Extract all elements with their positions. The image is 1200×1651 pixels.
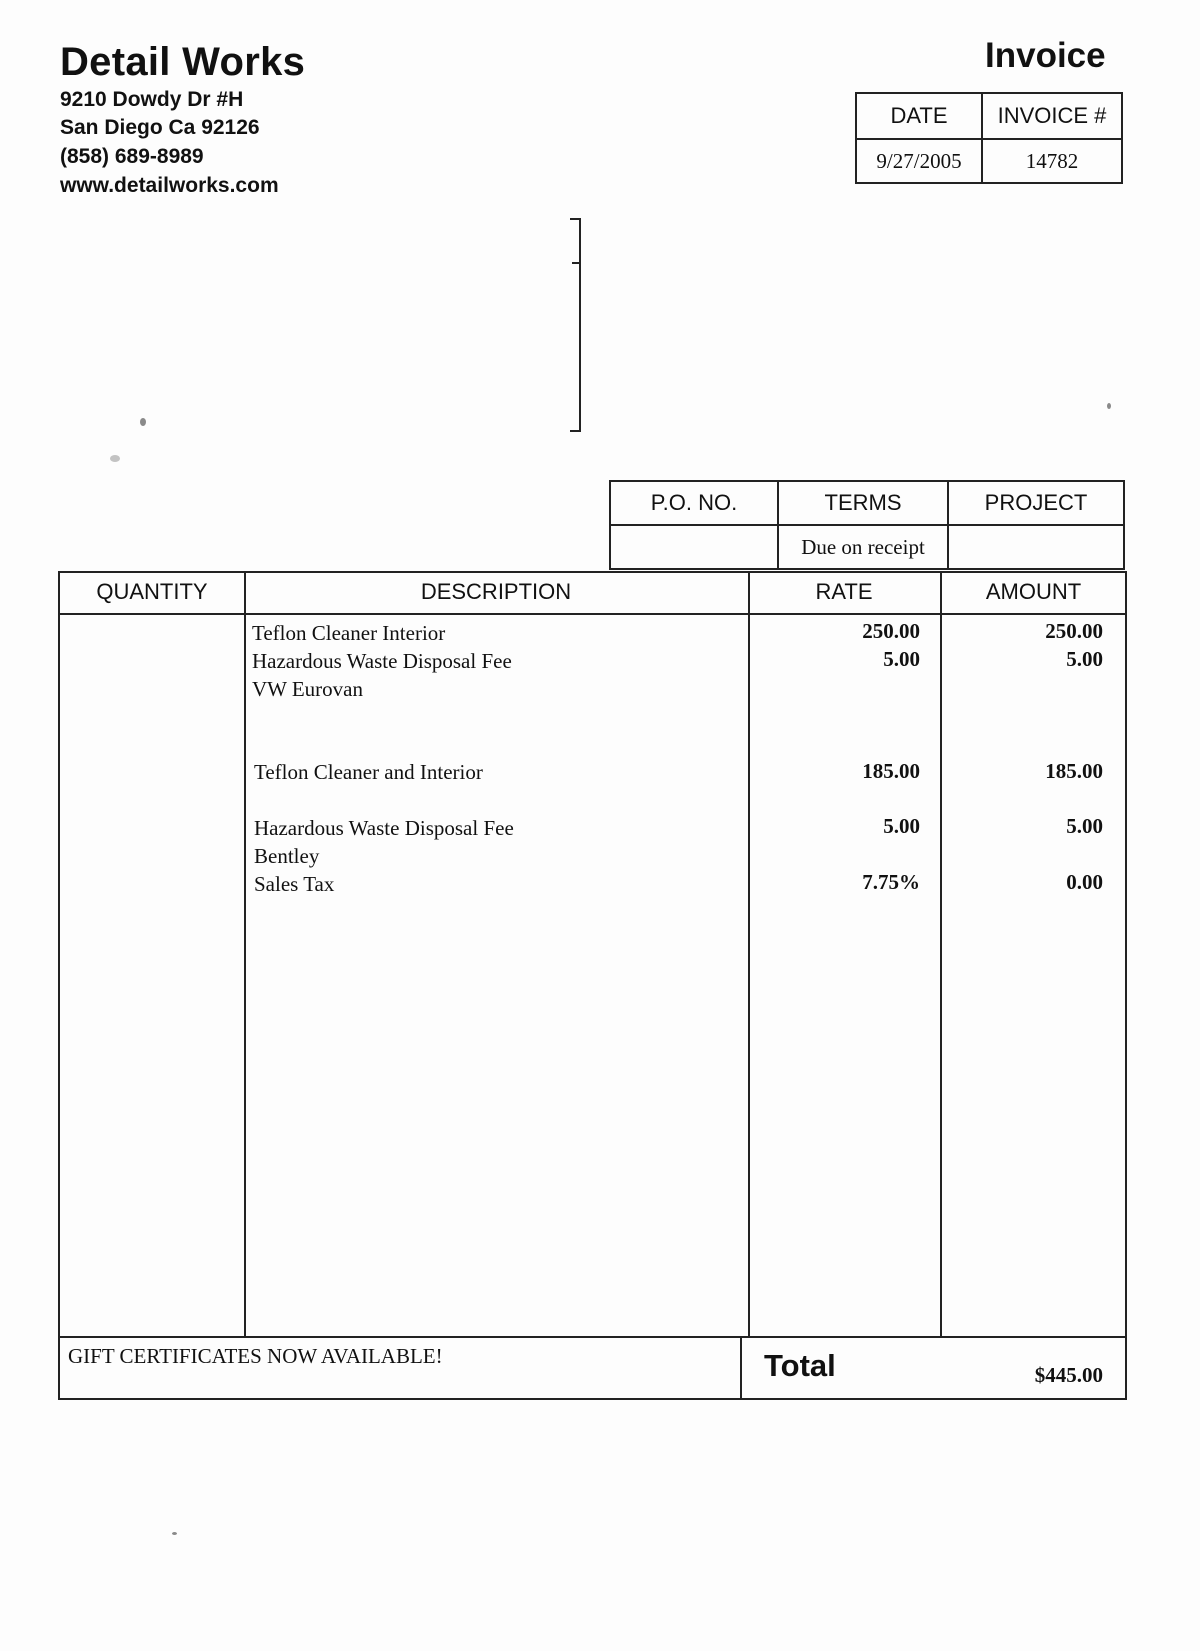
line-item-description: Bentley [254, 844, 320, 868]
po-number-label: P.O. NO. [610, 481, 778, 525]
invoice-number: 14782 [982, 139, 1122, 183]
line-item-rate: 250.00 [862, 619, 920, 643]
scan-speck [110, 455, 120, 462]
bill-to-bracket-tick [572, 262, 580, 264]
description-column-divider [748, 573, 750, 1336]
invoice-number-label: INVOICE # [982, 93, 1122, 139]
gift-certificates-message: GIFT CERTIFICATES NOW AVAILABLE! [68, 1344, 443, 1368]
date-invoice-box [855, 92, 1123, 184]
scan-speck [1107, 403, 1111, 409]
line-item-description: Hazardous Waste Disposal Fee [252, 649, 512, 673]
line-item-amount: 250.00 [1045, 619, 1103, 643]
line-item-rate: 7.75% [862, 870, 920, 894]
invoice-date: 9/27/2005 [856, 139, 982, 183]
company-website: www.detailworks.com [60, 174, 279, 197]
project-value [948, 525, 1124, 569]
line-item-amount: 185.00 [1045, 759, 1103, 783]
date-label: DATE [856, 93, 982, 139]
rate-header: RATE [815, 579, 873, 604]
line-item-rate: 5.00 [883, 814, 920, 838]
po-number-value [610, 525, 778, 569]
company-address-line-1: 9210 Dowdy Dr #H [60, 88, 244, 111]
project-label: PROJECT [948, 481, 1124, 525]
total-label: Total [764, 1348, 836, 1383]
footer-column-divider [740, 1336, 742, 1400]
amount-header: AMOUNT [985, 579, 1082, 604]
line-item-amount: 0.00 [1066, 870, 1103, 894]
terms-label: TERMS [778, 481, 948, 525]
company-phone: (858) 689-8989 [60, 145, 204, 168]
document-title: Invoice [985, 36, 1106, 75]
line-items-table [58, 571, 1127, 1400]
order-info-box [609, 480, 1125, 570]
line-item-description: Teflon Cleaner Interior [252, 621, 446, 645]
quantity-header: QUANTITY [96, 579, 208, 604]
line-item-rate: 185.00 [862, 759, 920, 783]
line-item-rate: 5.00 [883, 647, 920, 671]
line-item-description: Hazardous Waste Disposal Fee [254, 816, 514, 840]
line-item-description: Sales Tax [254, 872, 335, 896]
scan-speck [140, 418, 146, 426]
line-item-description: Teflon Cleaner and Interior [254, 760, 483, 784]
scan-speck [172, 1532, 177, 1535]
description-header: DESCRIPTION [420, 579, 572, 604]
footer-divider [60, 1336, 1125, 1338]
rate-column-divider [940, 573, 942, 1336]
terms-value: Due on receipt [778, 525, 948, 569]
line-item-amount: 5.00 [1066, 647, 1103, 671]
company-name: Detail Works [60, 40, 306, 84]
quantity-column-divider [244, 573, 246, 1336]
line-item-amount: 5.00 [1066, 814, 1103, 838]
line-item-description: VW Eurovan [252, 677, 363, 701]
company-address-line-2: San Diego Ca 92126 [60, 116, 260, 139]
bill-to-bracket [570, 218, 581, 432]
total-amount: $445.00 [1034, 1363, 1103, 1387]
